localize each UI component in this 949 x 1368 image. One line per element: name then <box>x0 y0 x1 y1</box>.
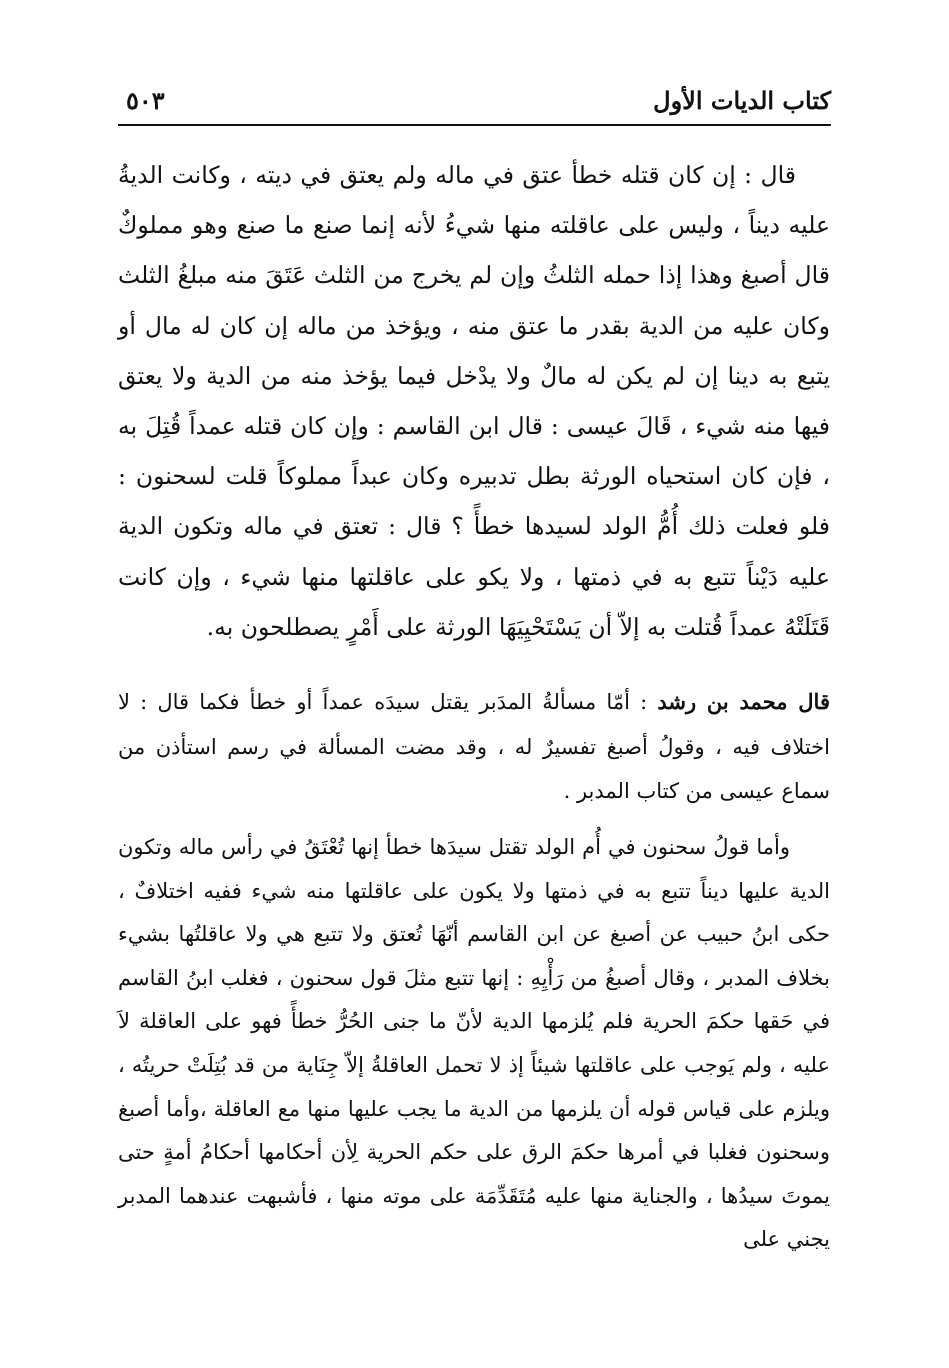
paragraph-2-text: : أمّا مسألةُ المدَبر يقتل سيدَه عمداً أو خطأ فكما قال : لا اختلاف فيه ، وقولُ أصبغ تفسيرٌ له ، وقد مضت المسألة في رسم استأذن من سماع عيسى من كتاب المدبر . <box>118 690 830 803</box>
paragraph-1 <box>118 150 830 652</box>
author-lead: قال محمد بن رشد <box>657 689 830 714</box>
paragraph-1-text: قال : إن كان قتله خطأ عتق في ماله ولم يعتق في ديته ، وكانت الديةُ عليه ديناً ، وليس على عاقلته منها شيءُ لأنه إنما صنع ما صنع وهو مملوكٌ قال أصبغ وهذا إذا حمله الثلثُ وإن لم يخرج من الثلث عَتَقَ منه مبلغُ الثلث وكان عليه من الدية بقدر ما عتق منه ، ويؤخذ من ماله إن كان له مال أو يتبع به دينا إن لم يكن له مالٌ ولا يدْخل فيما يؤخذ منه من الدية ولا يعتق فيها منه شيء ، قَالَ عيسى : قال ابن القاسم : وإن كان قتله عمداً قُتِلَ به ، فإن كان استحياه الورثة بطل تدبيره وكان عبداً مملوكاً قلت لسحنون : فلو فعلت ذلك أُمُّ الولد لسيدها خطأً ؟ قال : تعتق في ماله وتكون الدية عليه دَيْناً تتبع به في ذمتها ، ولا يكو على عاقلتها منها شيء ، وإن كانت قَتَلَتْهُ عمداً قُتلت به إلاّ أن يَسْتَحْيِيَهَا الورثة على أَمْرٍ يصطلحون به. <box>118 161 830 641</box>
paragraph-3 <box>118 826 830 1262</box>
paragraph-2 <box>118 680 830 814</box>
running-header <box>118 80 831 126</box>
book-title: كتاب الديات الأول <box>653 86 831 115</box>
paragraph-3-text: وأما قولُ سحنون في أُم الولد تقتل سيدَها خطأ إنها تُعْتَقُ في رأس ماله وتكون الدية عليها ديناً تتبع به في ذمتها ولا يكون على عاقلتها منه شيء ففيه اختلافٌ ، حكى ابنُ حبيب عن أصبغ عن ابن القاسم أنّهَا تُعتق ولا تتبع هي ولا عاقلتُها بشيء بخلاف المدبر ، وقال أصبغُ من رَأْيِهِ : إنها تتبع مثلَ قول سحنون ، فغلب ابنُ القاسم في حَقها حكمَ الحرية فلم يُلزمها الدية لأنّ ما جنى الحُرُّ خطأً فهو على العاقلة لاَ عليه ، ولم يَوجب على عاقلتها شيئاً إذ لا تحمل العاقلةُ إلاّ جِنَاية من قد بُتِلَتْ حريتُه ، ويلزم على قياس قوله أن يلزمها من الدية ما يجب عليها منها مع العاقلة ،وأما أصبغ وسحنون فغلبا في أمرها حكمَ الرق على حكم الحرية لِأن أحكامها أحكامُ أمةٍ حتى يموتَ سيدُها ، والجناية منها عليه مُتَقَدِّمَة على موته منها ، فأشبهت عندهما المدبر يجني على <box>118 835 830 1252</box>
page-number: ٥٠٣ <box>126 86 165 115</box>
